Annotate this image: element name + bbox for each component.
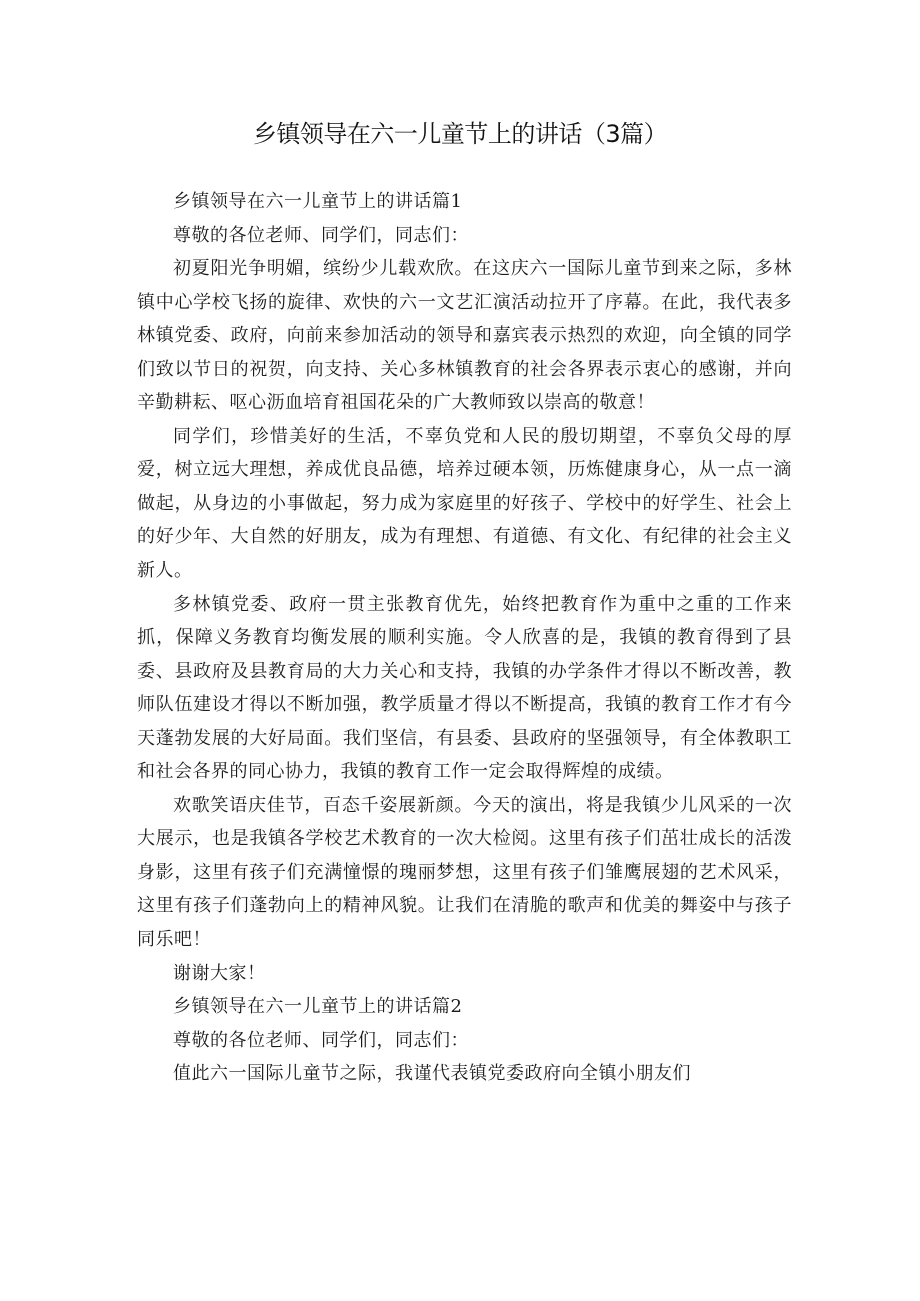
paragraph-students: 同学们，珍惜美好的生活，不辜负党和人民的殷切期望，不辜负父母的厚爱，树立远大理想，养成优良品德，培养过硬本领，历炼健康身心，从一点一滴做起，从身边的小事做起，努力成为家庭里的好孩子、学校中的好学生、社会上的好少年、大自然的好朋友，成为有理想、有道德、有文化、有纪律的社会主义新人。 (137, 425, 792, 582)
paragraph-thanks: 谢谢大家！ (173, 962, 266, 984)
paragraph-performance: 欢歌笑语庆佳节，百态千姿展新颜。今天的演出，将是我镇少儿风采的一次大展示，也是我镇各学校艺术教育的一次大检阅。这里有孩子们茁壮成长的活泼身影，这里有孩子们充满憧憬的瑰丽梦想，这里有孩子们雏鹰展翅的艺术风采，这里有孩子们蓬勃向上的精神风貌。让我们在清脆的歌声和优美的舞姿中与孩子同乐吧！ (137, 794, 792, 951)
paragraph-education: 多林镇党委、政府一贯主张教育优先，始终把教育作为重中之重的工作来抓，保障义务教育均衡发展的顺利实施。令人欣喜的是，我镇的教育得到了县委、县政府及县教育局的大力关心和支持，我镇的办学条件才得以不断改善，教师队伍建设才得以不断加强，教学质量才得以不断提高，我镇的教育工作才有今天蓬勃发展的大好局面。我们坚信，有县委、县政府的坚强领导，有全体教职工和社会各界的同心协力，我镇的教育工作一定会取得辉煌的成绩。 (137, 593, 792, 783)
salutation-2: 尊敬的各位老师、同学们，同志们： (173, 1029, 469, 1051)
section-heading-1: 乡镇领导在六一儿童节上的讲话篇1 (173, 191, 463, 212)
section-heading-2: 乡镇领导在六一儿童节上的讲话篇2 (173, 996, 463, 1018)
paragraph-speech-2-opening: 值此六一国际儿童节之际，我谨代表镇党委政府向全镇小朋友们 (173, 1063, 691, 1085)
paragraph-opening: 初夏阳光争明媚，缤纷少儿载欢欣。在这庆六一国际儿童节到来之际，多林镇中心学校飞扬的旋律、欢快的六一文艺汇演活动拉开了序幕。在此，我代表多林镇党委、政府，向前来参加活动的领导和嘉宾表示热烈的欢迎，向全镇的同学们致以节日的祝贺，向支持、关心多林镇教育的社会各界表示衷心的感谢，并向辛勤耕耘、呕心沥血培育祖国花朵的广大教师致以崇高的敬意！ (137, 258, 792, 414)
salutation-1: 尊敬的各位老师、同学们，同志们： (173, 224, 469, 246)
document-title: 乡镇领导在六一儿童节上的讲话（3篇） (252, 120, 668, 148)
document-body (137, 185, 792, 1091)
